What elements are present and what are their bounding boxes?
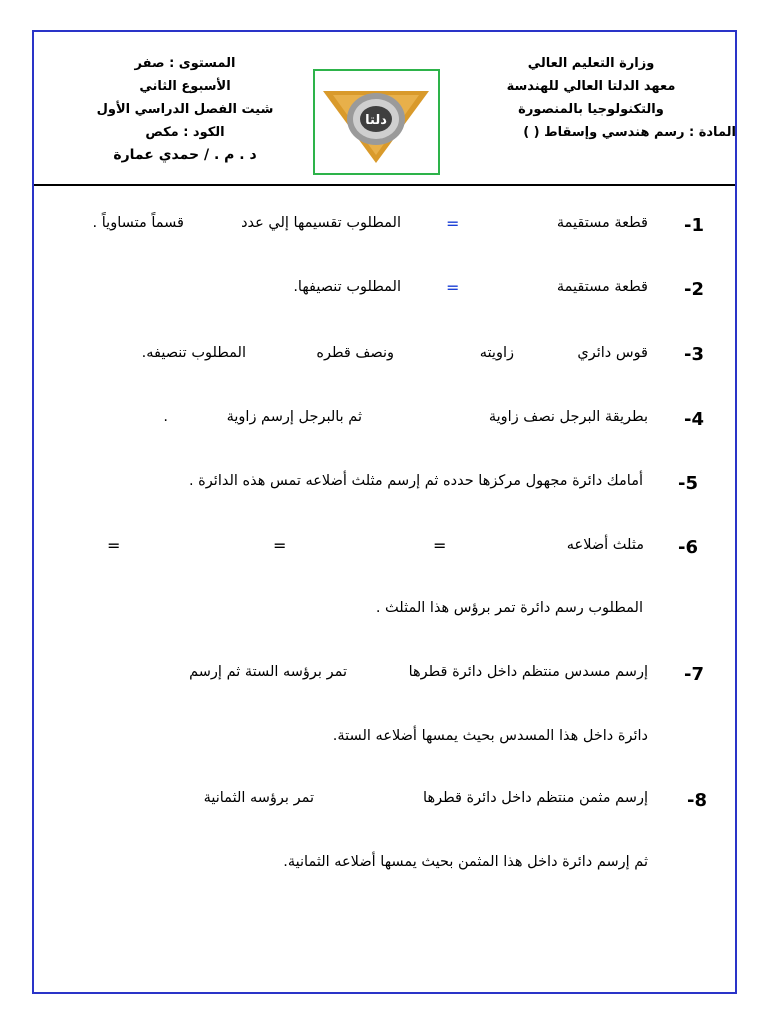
- item-3-text-d: المطلوب تنصيفه.: [141, 345, 246, 361]
- item-number: -3: [684, 344, 704, 365]
- item-1-text-c: قسماً متساوياً .: [92, 215, 184, 231]
- item-1-text-a: قطعة مستقيمة: [556, 215, 648, 231]
- item-6-equals-3: =: [107, 536, 121, 555]
- sheet-term-label: شيت الفصل الدراسي الأول: [96, 102, 274, 117]
- subject-label: المادة : رسم هندسي وإسقاط ( ): [523, 125, 736, 140]
- logo-emblem-icon: [315, 71, 438, 173]
- item-4-text-b: ثم بالبرجل إرسم زاوية: [226, 409, 362, 425]
- item-3-text-a: قوس دائري: [577, 345, 648, 361]
- item-7-text-b: تمر برؤسه الستة ثم إرسم: [189, 664, 347, 680]
- item-8-text-b: تمر برؤسه الثمانية: [203, 790, 314, 806]
- item-4-text-a: بطريقة البرجل نصف زاوية: [488, 409, 648, 425]
- institute-name-line2: والتكنولوجيا بالمنصورة: [518, 102, 664, 117]
- item-1-text-b: المطلوب تقسيمها إلي عدد: [241, 215, 401, 231]
- header-divider: [34, 184, 735, 186]
- item-3-text-c: ونصف قطره: [316, 345, 394, 361]
- item-2-text-b: المطلوب تنصيفها.: [293, 279, 401, 295]
- item-number: -8: [687, 790, 707, 811]
- item-2-text-a: قطعة مستقيمة: [556, 279, 648, 295]
- item-number: -1: [684, 215, 704, 236]
- item-3-text-b: زاويته: [479, 345, 514, 361]
- week-label: الأسبوع الثاني: [139, 79, 231, 94]
- item-7-continuation: دائرة داخل هذا المسدس بحيث يمسها أضلاعه الستة.: [332, 728, 648, 744]
- item-8-text-a: إرسم مثمن منتظم داخل دائرة قطرها: [423, 790, 648, 806]
- item-number: -6: [678, 537, 698, 558]
- header-sheet-info: [80, 52, 290, 167]
- header-institution: [476, 52, 736, 144]
- teacher-name: د . م . / حمدي عمارة: [113, 147, 257, 163]
- item-2-equals: =: [446, 278, 460, 297]
- item-1-equals: =: [446, 214, 460, 233]
- level-label: المستوى : صفر: [134, 56, 236, 71]
- item-7-text-a: إرسم مسدس منتظم داخل دائرة قطرها: [408, 664, 648, 680]
- item-4-text-c: .: [163, 409, 168, 425]
- item-6-continuation: المطلوب رسم دائرة تمر برؤس هذا المثلث .: [375, 600, 643, 616]
- item-6-text-a: مثلث أضلاعه: [566, 537, 644, 553]
- item-number: -2: [684, 279, 704, 300]
- item-6-equals-1: =: [433, 536, 447, 555]
- institute-logo: [313, 69, 440, 175]
- logo-text: دلتا: [365, 113, 387, 128]
- item-5-text-a: أمامك دائرة مجهول مركزها حدده ثم إرسم مثلث أضلاعه تمس هذه الدائرة .: [188, 473, 643, 489]
- item-6-equals-2: =: [273, 536, 287, 555]
- item-8-continuation: ثم إرسم دائرة داخل هذا المثمن بحيث يمسها أضلاعه الثمانية.: [283, 854, 648, 870]
- course-code-label: الكود : مكص: [145, 125, 225, 140]
- item-number: -7: [684, 664, 704, 685]
- ministry-name: وزارة التعليم العالي: [527, 56, 655, 71]
- item-number: -4: [684, 409, 704, 430]
- institute-name-line1: معهد الدلتا العالي للهندسة: [506, 79, 676, 94]
- item-number: -5: [678, 473, 698, 494]
